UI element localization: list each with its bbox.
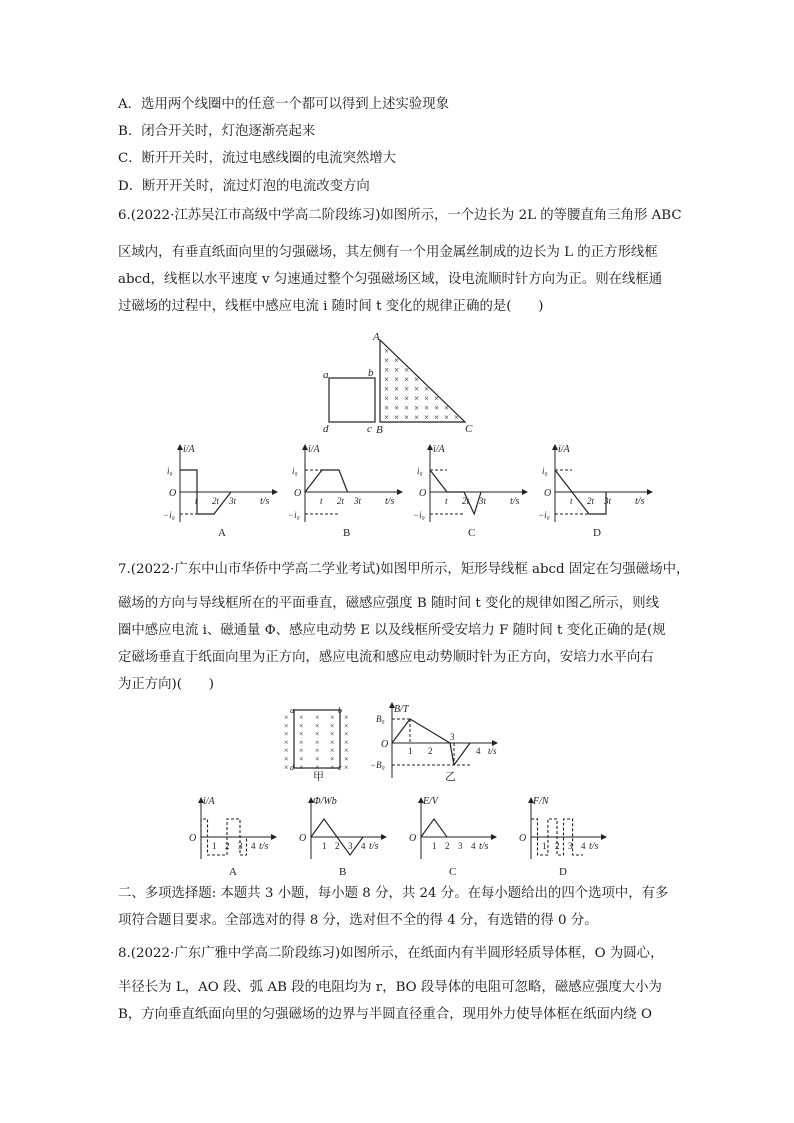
field-cross-mark: × bbox=[404, 412, 410, 423]
field-cross-mark: × bbox=[434, 412, 440, 423]
q7-line-3: 圈中感应电流 i、磁通量 Φ、感应电动势 E 以及线框所受安培力 F 随时间 t 变化正确的是(规 bbox=[118, 623, 666, 638]
field-cross-mark: × bbox=[444, 412, 450, 423]
field-cross-mark: × bbox=[394, 384, 400, 394]
field-cross-mark: × bbox=[315, 746, 320, 756]
option-label: A bbox=[218, 527, 226, 539]
field-cross-mark: × bbox=[414, 374, 420, 385]
tick-label: 2 bbox=[225, 841, 230, 851]
field-cross-mark: × bbox=[330, 762, 335, 772]
x-axis-label: t/s bbox=[589, 841, 599, 852]
field-cross-mark: × bbox=[454, 412, 460, 423]
field-cross-mark: × bbox=[434, 393, 440, 404]
q6-graph-C bbox=[413, 444, 528, 539]
field-cross-mark: × bbox=[344, 746, 349, 756]
option-label: B bbox=[339, 866, 347, 878]
svg-text:−B₀: −B₀ bbox=[370, 760, 385, 770]
field-cross-mark: × bbox=[444, 403, 450, 413]
label-a: a bbox=[323, 369, 329, 381]
svg-text:B₀: B₀ bbox=[376, 714, 385, 724]
field-cross-mark: × bbox=[284, 762, 289, 772]
x-axis-label: t/s bbox=[479, 841, 489, 852]
q5-option-c: C．断开开关时，流过电感线圈的电流突然增大 bbox=[118, 151, 397, 166]
q6-graphs bbox=[160, 440, 660, 544]
field-cross-mark: × bbox=[384, 412, 390, 423]
field-cross-mark: × bbox=[414, 403, 420, 413]
field-cross-mark: × bbox=[330, 754, 335, 764]
tick-label: 2t bbox=[337, 496, 345, 506]
field-cross-mark: × bbox=[344, 721, 349, 731]
field-cross-mark: × bbox=[315, 729, 320, 739]
option-label: A bbox=[229, 866, 237, 878]
field-cross-mark: × bbox=[299, 721, 304, 731]
field-cross-mark: × bbox=[315, 721, 320, 731]
field-cross-mark: × bbox=[315, 762, 320, 772]
label-c: c bbox=[367, 423, 372, 435]
field-cross-mark: × bbox=[424, 403, 430, 413]
tick-label: 1 bbox=[432, 841, 437, 851]
y-axis-label: i/A bbox=[203, 796, 215, 807]
x-axis-label: t/s bbox=[385, 496, 395, 507]
tick-label: 3t bbox=[604, 496, 612, 506]
q6-line-3: abcd，线框以水平速度 v 匀速通过整个匀强磁场区域，设电流顺时针方向为正。则在线框通 bbox=[118, 272, 663, 287]
field-cross-mark: × bbox=[394, 365, 400, 375]
option-label: C bbox=[468, 527, 476, 539]
field-cross-mark: × bbox=[384, 403, 390, 413]
section2-line-2: 项符合题目要求。全部选对的得 8 分，选对但不全的得 4 分，有选错的得 0 分。 bbox=[118, 913, 598, 928]
field-cross-mark: × bbox=[394, 403, 400, 413]
y-axis-label: Φ/Wb bbox=[313, 796, 337, 807]
field-cross-mark: × bbox=[384, 365, 390, 375]
option-label: C bbox=[449, 866, 457, 878]
neg-i0-label: −i₀ bbox=[538, 510, 550, 520]
tick-label: 2 bbox=[555, 841, 560, 851]
origin-label: O bbox=[189, 833, 197, 844]
q7-graphs bbox=[185, 792, 625, 880]
q8-line-2: 半径长为 L，AO 段、弧 AB 段的电阻均为 r，BO 段导体的电阻可忽略，磁感应强度大小为 bbox=[118, 980, 662, 995]
q7-jia-yi-figure bbox=[280, 700, 520, 792]
svg-text:c: c bbox=[338, 763, 342, 772]
svg-text:1: 1 bbox=[408, 746, 413, 756]
q7-line-1: 7.(2022·广东中山市华侨中学高二学业考试)如图甲所示，矩形导线框 abcd 固定在匀强磁场中， bbox=[118, 562, 690, 577]
tick-label: 3 bbox=[458, 841, 463, 851]
field-cross-mark: × bbox=[315, 737, 320, 747]
neg-i0-label: −i₀ bbox=[413, 510, 425, 520]
q5-option-b: B．闭合开关时，灯泡逐渐亮起来 bbox=[118, 124, 316, 139]
svg-text:a: a bbox=[290, 706, 294, 715]
tick-label: 1 bbox=[322, 841, 327, 851]
svg-text:3: 3 bbox=[450, 732, 455, 742]
q6-graph-D bbox=[538, 444, 653, 539]
y-axis-label: F/N bbox=[533, 796, 549, 807]
q7-line-2: 磁场的方向与导线框所在的平面垂直，磁感应强度 B 随时间 t 变化的规律如图乙所示，则线 bbox=[118, 596, 660, 611]
field-cross-mark: × bbox=[414, 412, 420, 423]
y-axis-label: i/A bbox=[433, 444, 445, 455]
field-cross-mark: × bbox=[384, 393, 390, 404]
svg-text:O: O bbox=[381, 739, 389, 750]
b-axis-label: B/T bbox=[394, 704, 409, 715]
q5-option-a: A．选用两个线圈中的任意一个都可以得到上述实验现象 bbox=[118, 97, 450, 112]
tick-label: 4 bbox=[471, 841, 476, 851]
field-cross-mark: × bbox=[384, 384, 390, 394]
field-cross-mark: × bbox=[344, 737, 349, 747]
field-cross-mark: × bbox=[404, 384, 410, 394]
svg-text:b: b bbox=[338, 706, 342, 715]
x-axis-label: t/s bbox=[260, 496, 270, 507]
origin-label: O bbox=[544, 488, 552, 499]
triangle-region bbox=[380, 340, 465, 422]
tick-label: 4 bbox=[581, 841, 586, 851]
curve bbox=[421, 819, 473, 837]
option-label: D bbox=[559, 866, 567, 878]
field-cross-mark: × bbox=[299, 754, 304, 764]
q6-line-4: 过磁场的过程中，线框中感应电流 i 随时间 t 变化的规律正确的是( ) bbox=[118, 299, 544, 314]
x-axis-label: t/s bbox=[369, 841, 379, 852]
tick-label: 3t bbox=[229, 496, 237, 506]
field-cross-mark: × bbox=[394, 393, 400, 404]
q7-line-5: 为正方向)( ) bbox=[118, 677, 215, 692]
square-loop bbox=[329, 378, 375, 422]
field-cross-mark: × bbox=[299, 746, 304, 756]
y-axis-label: i/A bbox=[183, 444, 195, 455]
field-cross-mark: × bbox=[315, 713, 320, 722]
i0-label: i₀ bbox=[292, 466, 298, 476]
q6-line-1: 6.(2022·江苏吴江市高级中学高二阶段练习)如图所示，一个边长为 2L 的等腰直角三角形 ABC bbox=[118, 208, 682, 223]
y-axis-label: E/V bbox=[423, 796, 438, 807]
tick-label: t bbox=[570, 496, 573, 506]
tick-label: 1 bbox=[542, 841, 547, 851]
q7-graph-D bbox=[519, 796, 607, 878]
q7-graph-A bbox=[189, 796, 277, 878]
svg-text:d: d bbox=[290, 763, 294, 772]
field-cross-mark: × bbox=[330, 746, 335, 756]
origin-label: O bbox=[299, 833, 307, 844]
field-cross-mark: × bbox=[284, 721, 289, 731]
i0-label: i₀ bbox=[417, 466, 423, 476]
tick-label: 2t bbox=[587, 496, 595, 506]
q6-graph-B bbox=[288, 444, 403, 539]
tick-label: t bbox=[320, 496, 323, 506]
field-cross-mark: × bbox=[384, 374, 390, 385]
field-cross-mark: × bbox=[424, 393, 430, 404]
i0-label: i₀ bbox=[542, 466, 548, 476]
field-cross-mark: × bbox=[414, 384, 420, 394]
field-cross-mark: × bbox=[344, 754, 349, 764]
origin-label: O bbox=[169, 488, 177, 499]
field-cross-mark: × bbox=[344, 729, 349, 739]
neg-i0-label: −i₀ bbox=[288, 510, 300, 520]
field-cross-mark: × bbox=[414, 393, 420, 404]
label-A: A bbox=[373, 331, 380, 343]
label-yi: 乙 bbox=[445, 771, 456, 783]
x-axis-label: t/s bbox=[259, 841, 269, 852]
field-cross-mark: × bbox=[284, 729, 289, 739]
label-b: b bbox=[368, 367, 374, 379]
x-axis-label: t/s bbox=[510, 496, 520, 507]
tick-label: 2t bbox=[462, 496, 470, 506]
q6-square-triangle-figure bbox=[315, 328, 485, 436]
field-cross-mark: × bbox=[394, 412, 400, 423]
q8-line-3: B，方向垂直纸面向里的匀强磁场的边界与半圆直径重合，现用外力使导体框在纸面内绕 O bbox=[118, 1007, 652, 1022]
b-t-graph bbox=[370, 702, 498, 783]
label-C: C bbox=[465, 423, 473, 435]
field-cross-mark: × bbox=[424, 412, 430, 423]
tick-label: t bbox=[445, 496, 448, 506]
field-cross-mark: × bbox=[344, 762, 349, 772]
q6-graph-A bbox=[163, 444, 278, 539]
field-cross-mark: × bbox=[299, 729, 304, 739]
tick-label: 3 bbox=[348, 841, 353, 851]
field-cross-mark: × bbox=[330, 713, 335, 722]
tick-label: 1 bbox=[212, 841, 217, 851]
field-cross-mark: × bbox=[384, 346, 390, 356]
field-cross-mark: × bbox=[394, 355, 400, 366]
label-jia: 甲 bbox=[313, 771, 324, 783]
y-axis-label: i/A bbox=[558, 444, 570, 455]
field-cross-mark: × bbox=[344, 713, 349, 722]
tick-label: 3 bbox=[238, 841, 243, 851]
svg-text:2: 2 bbox=[428, 746, 433, 756]
field-cross-mark: × bbox=[330, 737, 335, 747]
field-cross-mark: × bbox=[284, 754, 289, 764]
q7-graph-B bbox=[299, 796, 387, 878]
field-cross-mark: × bbox=[330, 729, 335, 739]
tick-label: 2 bbox=[335, 841, 340, 851]
neg-i0-label: −i₀ bbox=[163, 510, 175, 520]
field-cross-mark: × bbox=[299, 737, 304, 747]
tick-label: 4 bbox=[251, 841, 256, 851]
field-cross-mark: × bbox=[315, 754, 320, 764]
tick-label: 3t bbox=[479, 496, 487, 506]
q7-line-4: 定磁场垂直于纸面向里为正方向，感应电流和感应电动势顺时针为正方向，安培力水平向右 bbox=[118, 650, 654, 665]
field-cross-mark: × bbox=[404, 374, 410, 385]
tick-label: t bbox=[195, 496, 198, 506]
origin-label: O bbox=[419, 488, 427, 499]
origin-label: O bbox=[519, 833, 527, 844]
field-cross-mark: × bbox=[404, 365, 410, 375]
option-label: D bbox=[593, 527, 601, 539]
svg-text:4: 4 bbox=[476, 746, 481, 756]
tick-label: 2t bbox=[212, 496, 220, 506]
section2-line-1: 二、多项选择题: 本题共 3 小题，每小题 8 分，共 24 分。在每小题给出的四个选项中，有多 bbox=[118, 886, 669, 901]
curve bbox=[305, 470, 348, 492]
field-cross-mark: × bbox=[404, 393, 410, 404]
tick-label: 3 bbox=[568, 841, 573, 851]
label-d: d bbox=[323, 423, 329, 435]
field-cross-mark: × bbox=[330, 721, 335, 731]
field-cross-mark: × bbox=[299, 762, 304, 772]
field-cross-mark: × bbox=[284, 746, 289, 756]
option-label: B bbox=[343, 527, 351, 539]
field-cross-mark: × bbox=[384, 355, 390, 366]
svg-text:t/s: t/s bbox=[488, 746, 497, 756]
field-crosses bbox=[384, 346, 459, 423]
q5-option-d: D．断开开关时，流过灯泡的电流改变方向 bbox=[118, 179, 370, 194]
tick-label: 2 bbox=[445, 841, 450, 851]
y-axis-label: i/A bbox=[308, 444, 320, 455]
field-cross-mark: × bbox=[424, 384, 430, 394]
i0-label: i₀ bbox=[167, 466, 173, 476]
field-cross-mark: × bbox=[299, 713, 304, 722]
field-cross-mark: × bbox=[404, 403, 410, 413]
tick-label: 4 bbox=[361, 841, 366, 851]
q8-line-1: 8.(2022·广东广雅中学高二阶段练习)如图所示，在纸面内有半圆形轻质导体框，O 为圆心， bbox=[118, 946, 664, 961]
origin-label: O bbox=[409, 833, 417, 844]
q7-graph-C bbox=[409, 796, 497, 878]
x-axis-label: t/s bbox=[635, 496, 645, 507]
origin-label: O bbox=[294, 488, 302, 499]
field-cross-mark: × bbox=[394, 374, 400, 385]
field-cross-mark: × bbox=[284, 737, 289, 747]
field-cross-mark: × bbox=[434, 403, 440, 413]
field-cross-mark: × bbox=[284, 713, 289, 722]
label-B: B bbox=[376, 424, 383, 436]
q6-line-2: 区域内，有垂直纸面向里的匀强磁场，其左侧有一个用金属丝制成的边长为 L 的正方形线框 bbox=[118, 245, 658, 260]
tick-label: 3t bbox=[354, 496, 362, 506]
